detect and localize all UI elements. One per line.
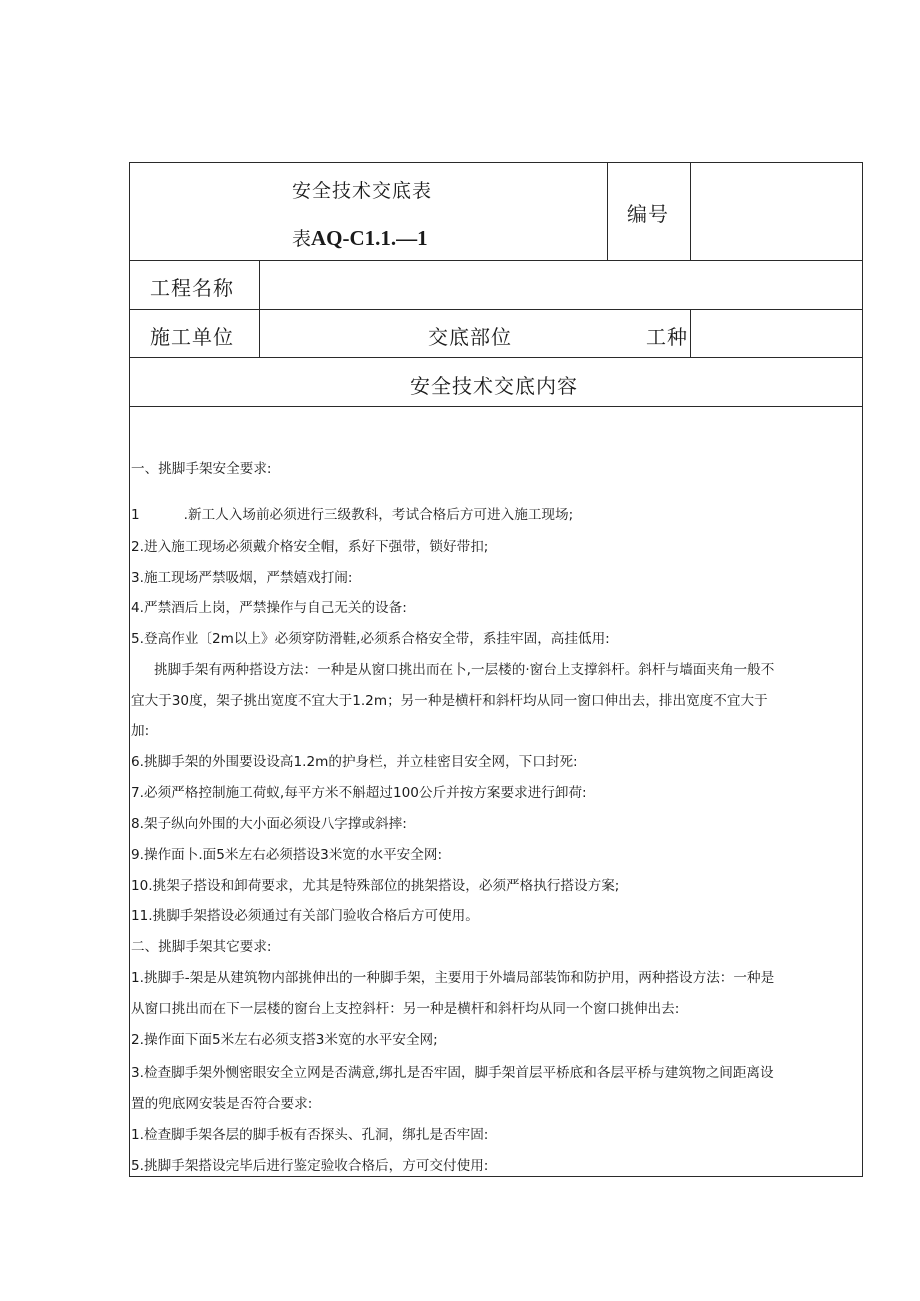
section1-item-10: 10.挑架子搭设和卸荷要求，尤其是特殊部位的挑架搭设，必须严格执行搭设方案; <box>131 878 620 894</box>
section1-item-9: 9.操作面卜.面5米左右必须搭设3米宽的水平安全网: <box>131 847 443 863</box>
section1-item-11: 11.挑脚手架搭设必须通过有关部门验收合格后方可使用。 <box>131 908 479 924</box>
section2-item-2: 2.操作面下面5米左右必须支搭3米宽的水平安全网; <box>131 1032 438 1048</box>
col-divider-worktype <box>690 309 691 357</box>
col-divider-label <box>259 260 260 357</box>
section1-item-1-text: .新工人入场前必须进行三级教科，考试合格后方可进入施工现场; <box>183 507 574 523</box>
section1-item-8: 8.架子纵向外围的大小面必须设八字撑或斜摔: <box>131 816 407 832</box>
section2-item-1-line-2: 从窗口挑出而在下一层楼的窗台上支控斜杆：另一种是横杆和斜杆均从同一个窗口挑伸出去: <box>131 1001 680 1017</box>
section1-item-5: 5.登高作业〔2m以上》必须穿防滑鞋,必须系合格安全带，系挂牢固，高挂低用: <box>131 631 610 647</box>
construction-unit-label: 施工单位 <box>150 325 234 349</box>
form-code-prefix: 表 <box>292 228 312 250</box>
row-divider-unit <box>129 357 863 358</box>
section2-item-4: 1.检查脚手架各层的脚手板有否探头、孔洞，绑扎是否牢固: <box>131 1127 489 1143</box>
number-label: 编号 <box>627 202 669 226</box>
section1-paragraph-line-2: 宜大于30度，架子挑出宽度不宜大于1.2m；另一种是横杆和斜杆均从同一窗口伸出去，排出宽度不宜大于 <box>131 693 768 709</box>
section2-item-1-line-1: 1.挑脚手-架是从建筑物内部挑伸出的一种脚手架，主要用于外墙局部装饰和防护用，两种搭设方法：一种是 <box>131 970 775 986</box>
form-code-value: AQ-C1.1.—1 <box>311 226 428 250</box>
section1-paragraph-line-3: 加: <box>131 723 150 739</box>
content-heading: 安全技术交底内容 <box>410 374 578 398</box>
handover-part-label: 交底部位 <box>428 325 512 349</box>
section1-heading: 一、挑脚手架安全要求: <box>131 461 272 477</box>
section1-item-2: 2.进入施工现场必须戴介格安全帽，系好下强带，锁好带扣; <box>131 539 489 555</box>
form-code <box>292 224 428 251</box>
row-divider-project <box>129 309 863 310</box>
section1-item-1 <box>131 503 573 523</box>
section2-item-5: 5.挑脚手架搭设完毕后进行鉴定验收合格后，方可交付使用: <box>131 1158 489 1174</box>
section2-item-3-line-1: 3.检查脚手架外恻密眼安全立网是否满意,绑扎是否牢固，脚手架首层平桥底和各层平桥与建筑物之间距离设 <box>131 1065 774 1081</box>
section1-paragraph-line-1: 挑脚手架有两种搭设方法：一种是从窗口挑出而在卜,一层楼的·窗台上支撑斜杆。斜杆与墙面夹角一般不 <box>154 662 775 678</box>
section2-heading: 二、挑脚手架其它要求: <box>131 939 272 955</box>
section1-item-6: 6.挑脚手架的外围要设设高1.2m的护身栏，并立桂密目安全网，下口封死: <box>131 754 578 770</box>
col-divider-header-1 <box>607 162 608 260</box>
section1-item-1-number: 1 <box>131 507 140 523</box>
col-divider-header-2 <box>690 162 691 260</box>
section1-item-3: 3.施工现场严禁吸烟，严禁嬉戏打闹: <box>131 570 353 586</box>
section1-item-7: 7.必须严格控制施工荷蚁,每平方米不斛超过100公斤并按方案要求进行卸荷: <box>131 785 587 801</box>
section1-item-4: 4.严禁酒后上岗，严禁操作与自己无关的设备: <box>131 600 407 616</box>
form-title: 安全技术交底表 <box>292 180 433 202</box>
section2-item-3-line-2: 置的兜底网安装是否符合要求: <box>131 1096 313 1112</box>
row-divider-content-heading <box>129 406 863 407</box>
work-type-label: 工种 <box>646 325 688 349</box>
row-divider-header <box>129 260 863 261</box>
project-name-label: 工程名称 <box>150 276 234 300</box>
